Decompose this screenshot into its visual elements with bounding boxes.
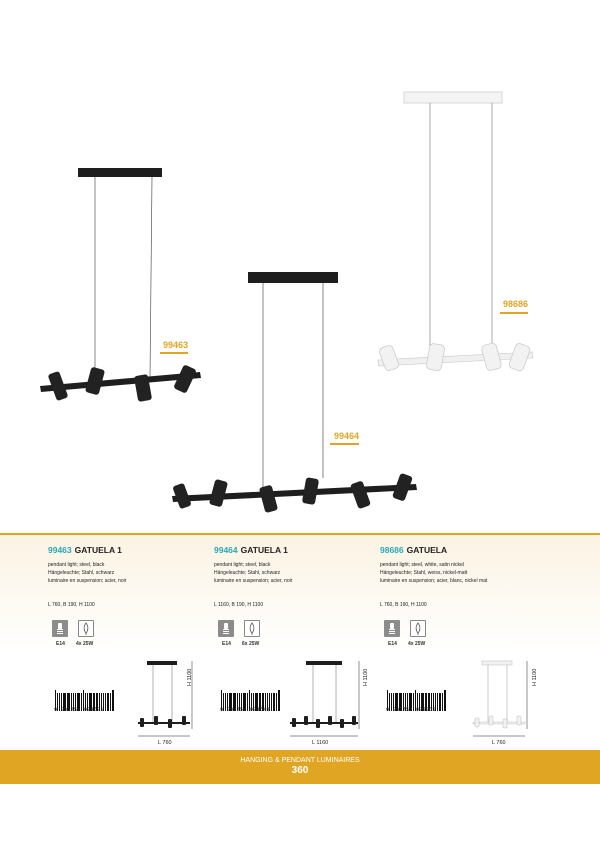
description-fr: luminaire en suspension; acier, noir [48, 578, 127, 584]
description-de: Hängeleuchte; Stahl, weiss, nickel-matt [380, 570, 468, 576]
drawing-99463 [138, 661, 192, 736]
callout-line-98686 [500, 312, 528, 314]
bulb-socket-icon [52, 620, 68, 637]
product-number: 99464 [214, 545, 238, 555]
callout-line-99463 [160, 352, 188, 354]
callout-label-98686: 98686 [503, 299, 529, 309]
callout-label-99464: 99464 [334, 431, 360, 441]
socket-label: E14 [56, 641, 65, 647]
drawing-99464 [290, 661, 359, 736]
socket-label: E14 [388, 641, 397, 647]
product-title [48, 545, 218, 555]
lamp-98686-photo [378, 92, 533, 372]
footer-category: HANGING & PENDANT LUMINAIRES [240, 757, 360, 764]
length-label: L 1160 [312, 740, 329, 746]
bulb-socket-icon [384, 620, 400, 637]
description-en: pendant light; steel, white, satin nickel [380, 562, 464, 568]
product-number: 98686 [380, 545, 404, 555]
description-en: pendant light; steel, black [214, 562, 271, 568]
barcode-number: 9 002759 994648 [220, 706, 270, 713]
product-title [214, 545, 384, 555]
length-label: L 760 [492, 740, 506, 746]
callout-label-99463: 99463 [163, 340, 189, 350]
product-title [380, 545, 550, 555]
page-number: 360 [291, 765, 309, 776]
product-name: GATUELA [406, 545, 448, 555]
description-fr: luminaire en suspension; acier, blanc, nickel mat [380, 578, 488, 584]
drawing-98686 [473, 661, 527, 736]
product-dimensions: L 760, B 190, H 1100 [48, 602, 95, 608]
length-label: L 760 [158, 740, 172, 746]
wattage-label: 4x 25W [408, 641, 426, 647]
product-dimensions: L 760, B 190, H 1100 [380, 602, 427, 608]
product-description [48, 561, 218, 585]
product-number: 99463 [48, 545, 72, 555]
height-label: H 1100 [363, 668, 369, 686]
description-de: Hängeleuchte; Stahl, schwarz [214, 570, 281, 576]
wattage-label: 4x 25W [76, 641, 94, 647]
candle-bulb-icon [244, 620, 260, 637]
lamp-99464-photo [172, 272, 417, 513]
product-info-99463 [48, 545, 218, 608]
barcode-number: 9 002759 986865 [386, 706, 436, 713]
product-dimensions: L 1160, B 190, H 1100 [214, 602, 264, 608]
candle-bulb-icon [78, 620, 94, 637]
lamp-99463-photo [40, 168, 201, 402]
socket-label: E14 [222, 641, 231, 647]
product-description [214, 561, 384, 585]
height-label: H 1100 [187, 668, 193, 686]
barcode-number: 9 002759 994631 [54, 706, 104, 713]
description-fr: luminaire en suspension; acier, noir [214, 578, 293, 584]
height-label: H 1100 [532, 668, 538, 686]
candle-bulb-icon [410, 620, 426, 637]
band-divider [0, 533, 600, 535]
product-info-98686 [380, 545, 550, 608]
product-name: GATUELA 1 [74, 545, 122, 555]
bulb-socket-icon [218, 620, 234, 637]
description-en: pendant light; steel, black [48, 562, 105, 568]
description-de: Hängeleuchte; Stahl, schwarz [48, 570, 115, 576]
technical-drawings [0, 650, 600, 750]
wattage-label: 6x 25W [242, 641, 260, 647]
product-name: GATUELA 1 [240, 545, 288, 555]
product-description [380, 561, 550, 585]
callout-line-99464 [330, 443, 359, 445]
product-info-99464 [214, 545, 384, 608]
